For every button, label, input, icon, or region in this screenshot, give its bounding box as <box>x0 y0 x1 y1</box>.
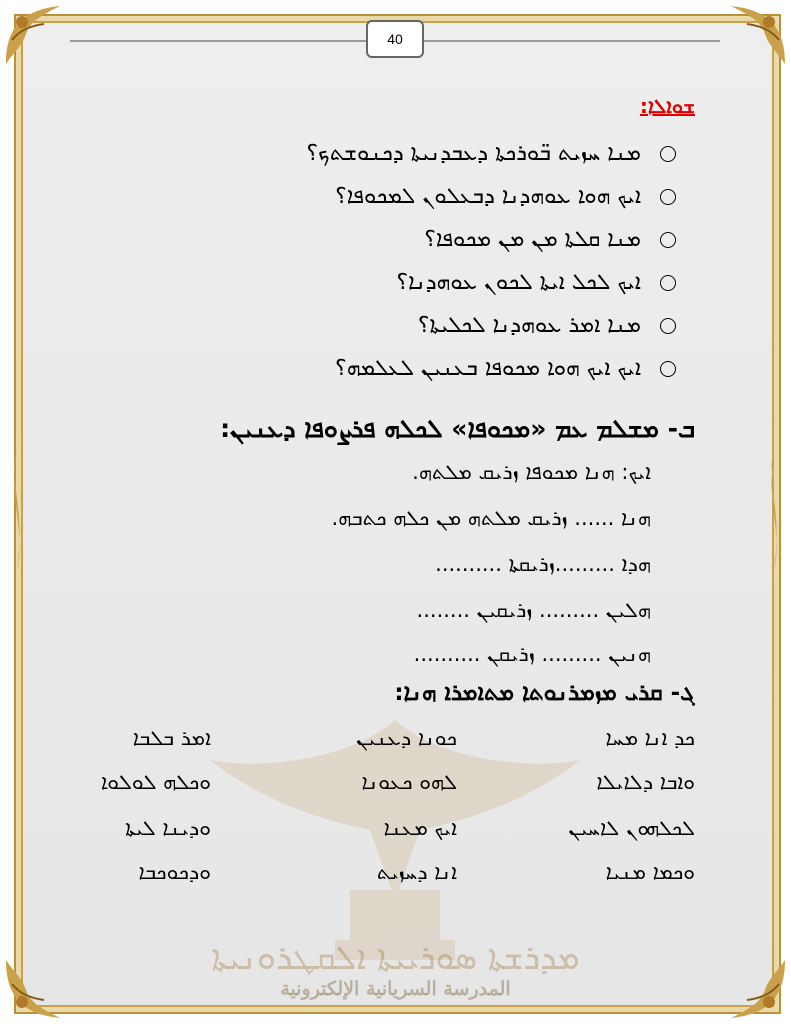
verse-cell: ܟܘܢܐ ܕܥܢܝܢ <box>356 726 457 750</box>
page-number: 40 <box>366 20 424 58</box>
question-item <box>121 261 641 304</box>
side-ornament <box>763 450 785 570</box>
section-label: ܫܘܐܠܐ: <box>639 94 695 118</box>
header-rule <box>420 40 720 42</box>
exercise-b-example: ܐܝܟ: ܗܢܐ ܡܟܘܦܐ ܙܪܝܩ ܡܠܬܗ. <box>412 460 651 484</box>
verse-cell: ܠܟܠܗܘܢ ܠܐܚܝܢ <box>568 816 695 840</box>
question-item <box>121 175 641 218</box>
verse-cell: ܘܐܒܐ ܕܠܐܝܠܐ <box>596 770 695 794</box>
exercise-b-heading: ܒ- ܡܫܠܡ ܥܡ «ܡܟܘܦܐ» ܠܟܠܗ ܦܪܨܘܦܐ ܕܥܢܝܢ: <box>220 414 695 443</box>
exercise-b-line: ܗܢܐ ...... ܙܪܝܩ ܡܠܬܗ ܡܢ ܟܠܗ ܟܬܒܗ. <box>331 506 651 530</box>
question-item <box>121 132 641 175</box>
question-item <box>121 347 641 390</box>
circle-bullet-icon <box>660 318 676 334</box>
verse-cell: ܘܕܝܢܐ ܠܝܬܐ <box>125 816 211 840</box>
question-list <box>121 132 641 390</box>
question-text: ܡܢܐ ܚܙܝܬ ܒ̈ܘܪܟܬܐ ܕܥܒܕܢܝܬܐ ܕܟܢܘܫܬܟ؟ <box>306 141 641 166</box>
watermark-syriac-text: ܡܕܪܫܬܐ ܣܘܪܝܝܬܐ ܐܠܩܛܪܘܢܝܬܐ <box>211 938 580 978</box>
corner-ornament <box>721 0 791 70</box>
question-text: ܐܝܟ ܠܟܠ ܐܝܬܐ ܠܟܘܢ ܥܘܗܕܢܐ؟ <box>396 270 641 295</box>
corner-ornament <box>0 0 70 70</box>
side-ornament <box>6 450 28 570</box>
verse-cell: ܘܟܡܐ ܡܢܝܐ <box>605 860 695 884</box>
question-text: ܡܢܐ ܐܡܪ ܥܘܗܕܢܐ ܠܟܠܝܬܐ؟ <box>417 313 641 338</box>
question-text: ܡܢܐ ܩܠܬܐ ܡܢ ܡܢ ܡܟܘܦܐ؟ <box>424 227 641 252</box>
verse-cell: ܐܢܐ ܕܚܙܝܬ <box>376 860 457 884</box>
question-item <box>121 304 641 347</box>
circle-bullet-icon <box>660 189 676 205</box>
verse-cell: ܠܗܘ ܟܥܘܢܐ <box>361 770 457 794</box>
header-rule <box>70 40 366 42</box>
exercise-c-heading: ܓ- ܩܪܝ ܡܙܡܪܢܘܬܐ ܡܬܐܡܪܐ ܗܢܐ: <box>394 680 695 706</box>
question-text: ܐܝܟ ܗܘܐ ܥܘܗܕܢܐ ܕܒܥܠܘܢ ܠܡܟܘܦܐ؟ <box>335 184 641 209</box>
verse-cell: ܘܟܠܗ ܠܘܠܘܐ <box>100 770 211 794</box>
verse-cell: ܘܕܟܘܟܒܐ <box>138 860 211 884</box>
question-item <box>121 218 641 261</box>
circle-bullet-icon <box>660 275 676 291</box>
exercise-b-line: ܗܠܝܢ ......... ܙܪܝܩܝܢ ........ <box>416 598 651 622</box>
circle-bullet-icon <box>660 146 676 162</box>
exercise-b-line: ܗܕܐ .........ܙܪܝܩܬܐ .......... <box>435 552 651 576</box>
exercise-b-line: ܗܢܝܢ ......... ܙܪܝܩܢ .......... <box>413 642 651 666</box>
verse-cell: ܟܕ ܐܢܐ ܡܚܐ <box>605 726 695 750</box>
circle-bullet-icon <box>660 232 676 248</box>
circle-bullet-icon <box>660 361 676 377</box>
verse-cell: ܐܝܟ ܡܥܢܐ <box>383 816 457 840</box>
watermark-arabic-text: المدرسة السريانية الإلكترونية <box>280 978 511 1000</box>
verse-cell: ܐܡܪ ܒܠܒܐ <box>132 726 211 750</box>
question-text: ܐܝܟ ܐܝܟ ܗܘܐ ܡܟܘܦܐ ܒܥܢܝܢ ܠܥܠܡܗ؟ <box>335 356 641 381</box>
